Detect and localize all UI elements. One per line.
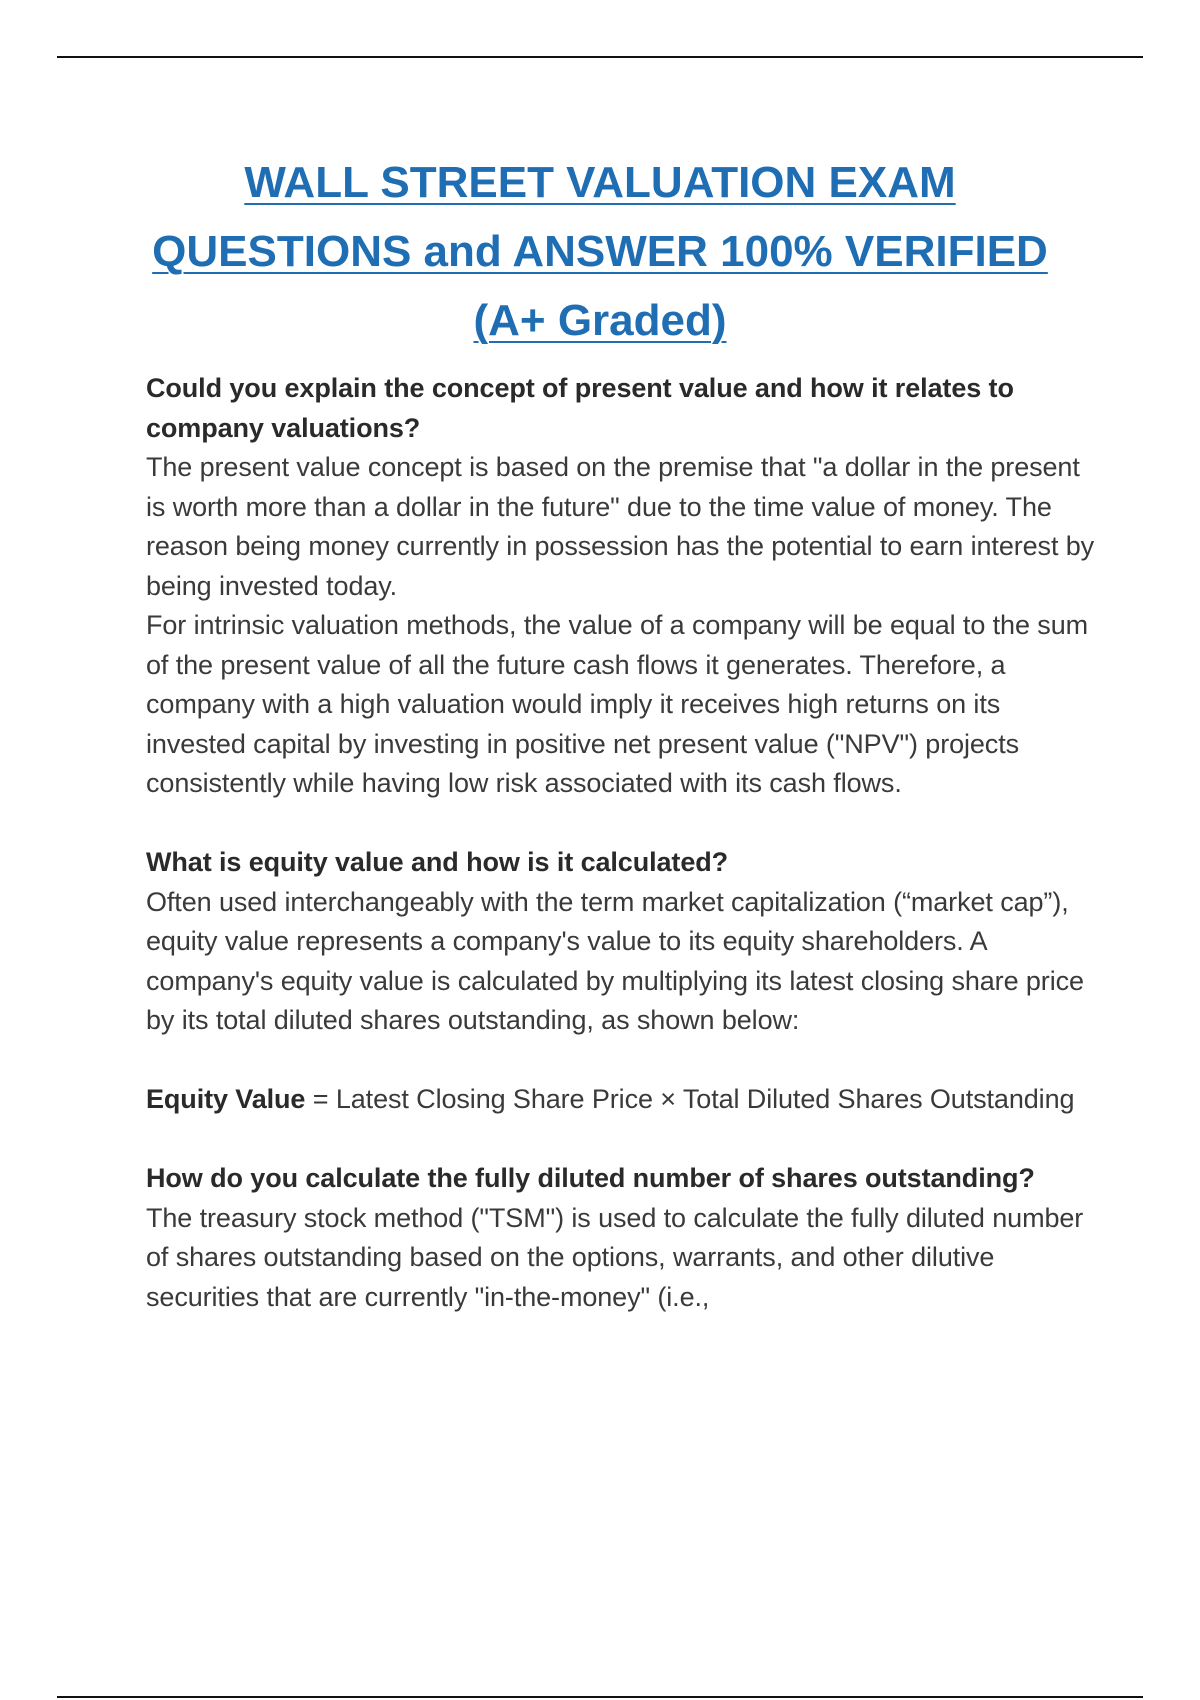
- answer-present-value-p1: The present value concept is based on the premise that "a dollar in the present is worth more than a dollar in the future" due to the time value of money. The reason being money currently in possession has the potential to earn interest by being invested today.: [146, 452, 1095, 601]
- question-present-value: Could you explain the concept of present value and how it relates to company valuations?: [146, 373, 1014, 443]
- question-equity-value: What is equity value and how is it calculated?: [146, 847, 729, 877]
- bottom-rule: [57, 1696, 1143, 1698]
- paragraph-gap: [146, 1041, 1106, 1081]
- equity-value-formula: [146, 1080, 1106, 1120]
- top-rule: [57, 56, 1143, 58]
- answer-present-value-p2: For intrinsic valuation methods, the value of a company will be equal to the sum of the present value of all the future cash flows it generates. Therefore, a company with a high valuation would imply it receives high returns on its invested capital by investing in positive net present value ("NPV") projects consistently while having low risk associated with its cash flows.: [146, 610, 1088, 798]
- title-line-3: (A+ Graded): [473, 296, 727, 345]
- document-title: [100, 148, 1100, 355]
- formula-term: Equity Value: [146, 1084, 306, 1114]
- document-body: [146, 369, 1106, 1317]
- title-line-2: QUESTIONS and ANSWER 100% VERIFIED: [152, 227, 1048, 276]
- question-diluted-shares: How do you calculate the fully diluted number of shares outstanding?: [146, 1163, 1035, 1193]
- formula-expression: = Latest Closing Share Price × Total Diluted Shares Outstanding: [305, 1084, 1075, 1114]
- paragraph-gap: [146, 1120, 1106, 1160]
- title-line-1: WALL STREET VALUATION EXAM: [244, 158, 956, 207]
- paragraph-gap: [146, 804, 1106, 844]
- answer-diluted-shares-p1: The treasury stock method ("TSM") is used to calculate the fully diluted number of shares outstanding based on the options, warrants, and other dilutive securities that are currently "in-the-money" (i.e.,: [146, 1202, 1084, 1312]
- answer-equity-value-p1: Often used interchangeably with the term market capitalization (“market cap”), equity value represents a company's value to its equity shareholders. A company's equity value is calculated by multiplying its latest closing share price by its total diluted shares outstanding, as shown below:: [146, 886, 1084, 1035]
